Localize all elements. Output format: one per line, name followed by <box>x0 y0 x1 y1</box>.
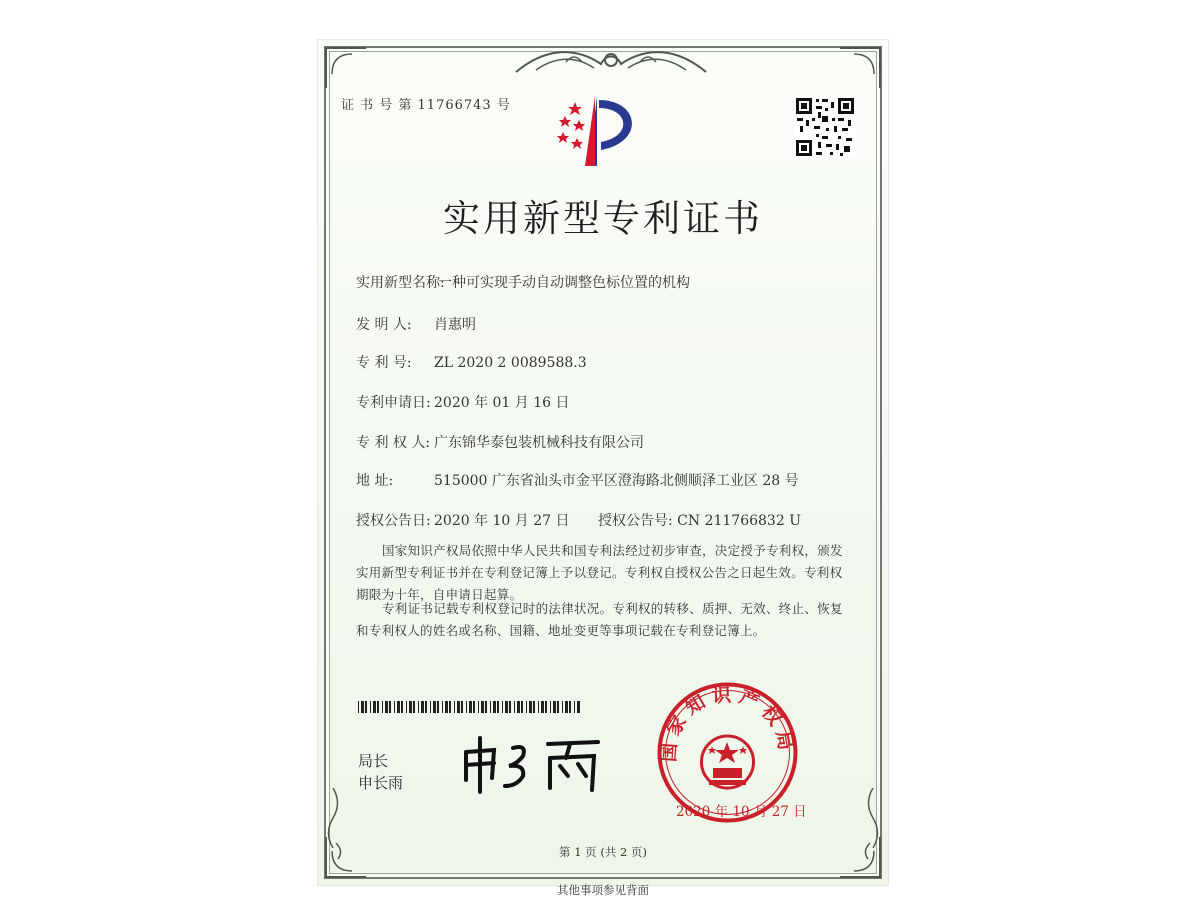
barcode-icon <box>358 701 582 713</box>
svg-text:国家知识产权局: 国家知识产权局 <box>657 684 798 763</box>
utility-title-field <box>356 272 690 292</box>
grant-date-label: 授权公告日: <box>356 513 431 529</box>
corner-ornament-top-right <box>836 44 884 92</box>
back-note: 其他事项参见背面 <box>557 883 649 897</box>
grant-number-label: 授权公告号: <box>598 513 673 529</box>
side-ornament-left <box>324 788 342 848</box>
patentee-field <box>356 432 644 452</box>
seal-date: 2020 年 10 月 27 日 <box>676 804 807 820</box>
inventor-label: 发 明 人: <box>356 317 412 333</box>
top-ornament <box>506 42 716 82</box>
page-number: 第 1 页 (共 2 页) <box>559 845 647 859</box>
filing-date-field <box>356 392 570 412</box>
address-value: 515000 广东省汕头市金平区澄海路北侧顺泽工业区 28 号 <box>434 473 799 489</box>
utility-title-value: 一种可实现手动自动调整色标位置的机构 <box>438 275 690 291</box>
patentee-label: 专 利 权 人: <box>356 435 431 451</box>
grant-number-field <box>598 510 801 530</box>
patent-office-logo-icon <box>545 92 650 170</box>
inventor-field <box>356 314 476 334</box>
filing-date-value: 2020 年 01 月 16 日 <box>434 395 570 411</box>
patent-number-value: ZL 2020 2 0089588.3 <box>434 355 587 371</box>
address-field <box>356 470 799 490</box>
certificate-title: 实用新型专利证书 <box>443 197 763 240</box>
qr-code-icon <box>794 96 856 158</box>
grant-date-value: 2020 年 10 月 27 日 <box>434 513 570 529</box>
grant-date-field <box>356 510 570 530</box>
grant-statement-paragraph: 国家知识产权局依照中华人民共和国专利法经过初步审查，决定授予专利权，颁发实用新型专利证书并在专利登记簿上予以登记。专利权自授权公告之日起生效。专利权期限为十年，自申请日起算。 <box>356 543 843 602</box>
certificate-number: 证 书 号 第 11766743 号 <box>341 98 511 113</box>
utility-title-label: 实用新型名称: <box>356 275 445 291</box>
handwritten-signature-icon <box>458 730 608 795</box>
grant-number-value: CN 211766832 U <box>677 513 801 529</box>
legal-status-paragraph: 专利证书记载专利权登记时的法律状况。专利权的转移、质押、无效、终止、恢复和专利权人的姓名或名称、国籍、地址变更等事项记载在专利登记簿上。 <box>356 601 843 638</box>
side-ornament-right <box>864 788 882 848</box>
patentee-value: 广东锦华泰包装机械科技有限公司 <box>434 435 644 451</box>
signatory-name: 申长雨 <box>358 774 404 792</box>
filing-date-label: 专利申请日: <box>356 395 431 411</box>
signatory-role: 局长 <box>358 752 389 770</box>
patent-number-field <box>356 352 587 372</box>
inventor-value: 肖惠明 <box>434 317 476 333</box>
corner-ornament-top-left <box>322 44 370 92</box>
patent-number-label: 专 利 号: <box>356 355 412 371</box>
address-label: 地 址: <box>356 473 394 489</box>
